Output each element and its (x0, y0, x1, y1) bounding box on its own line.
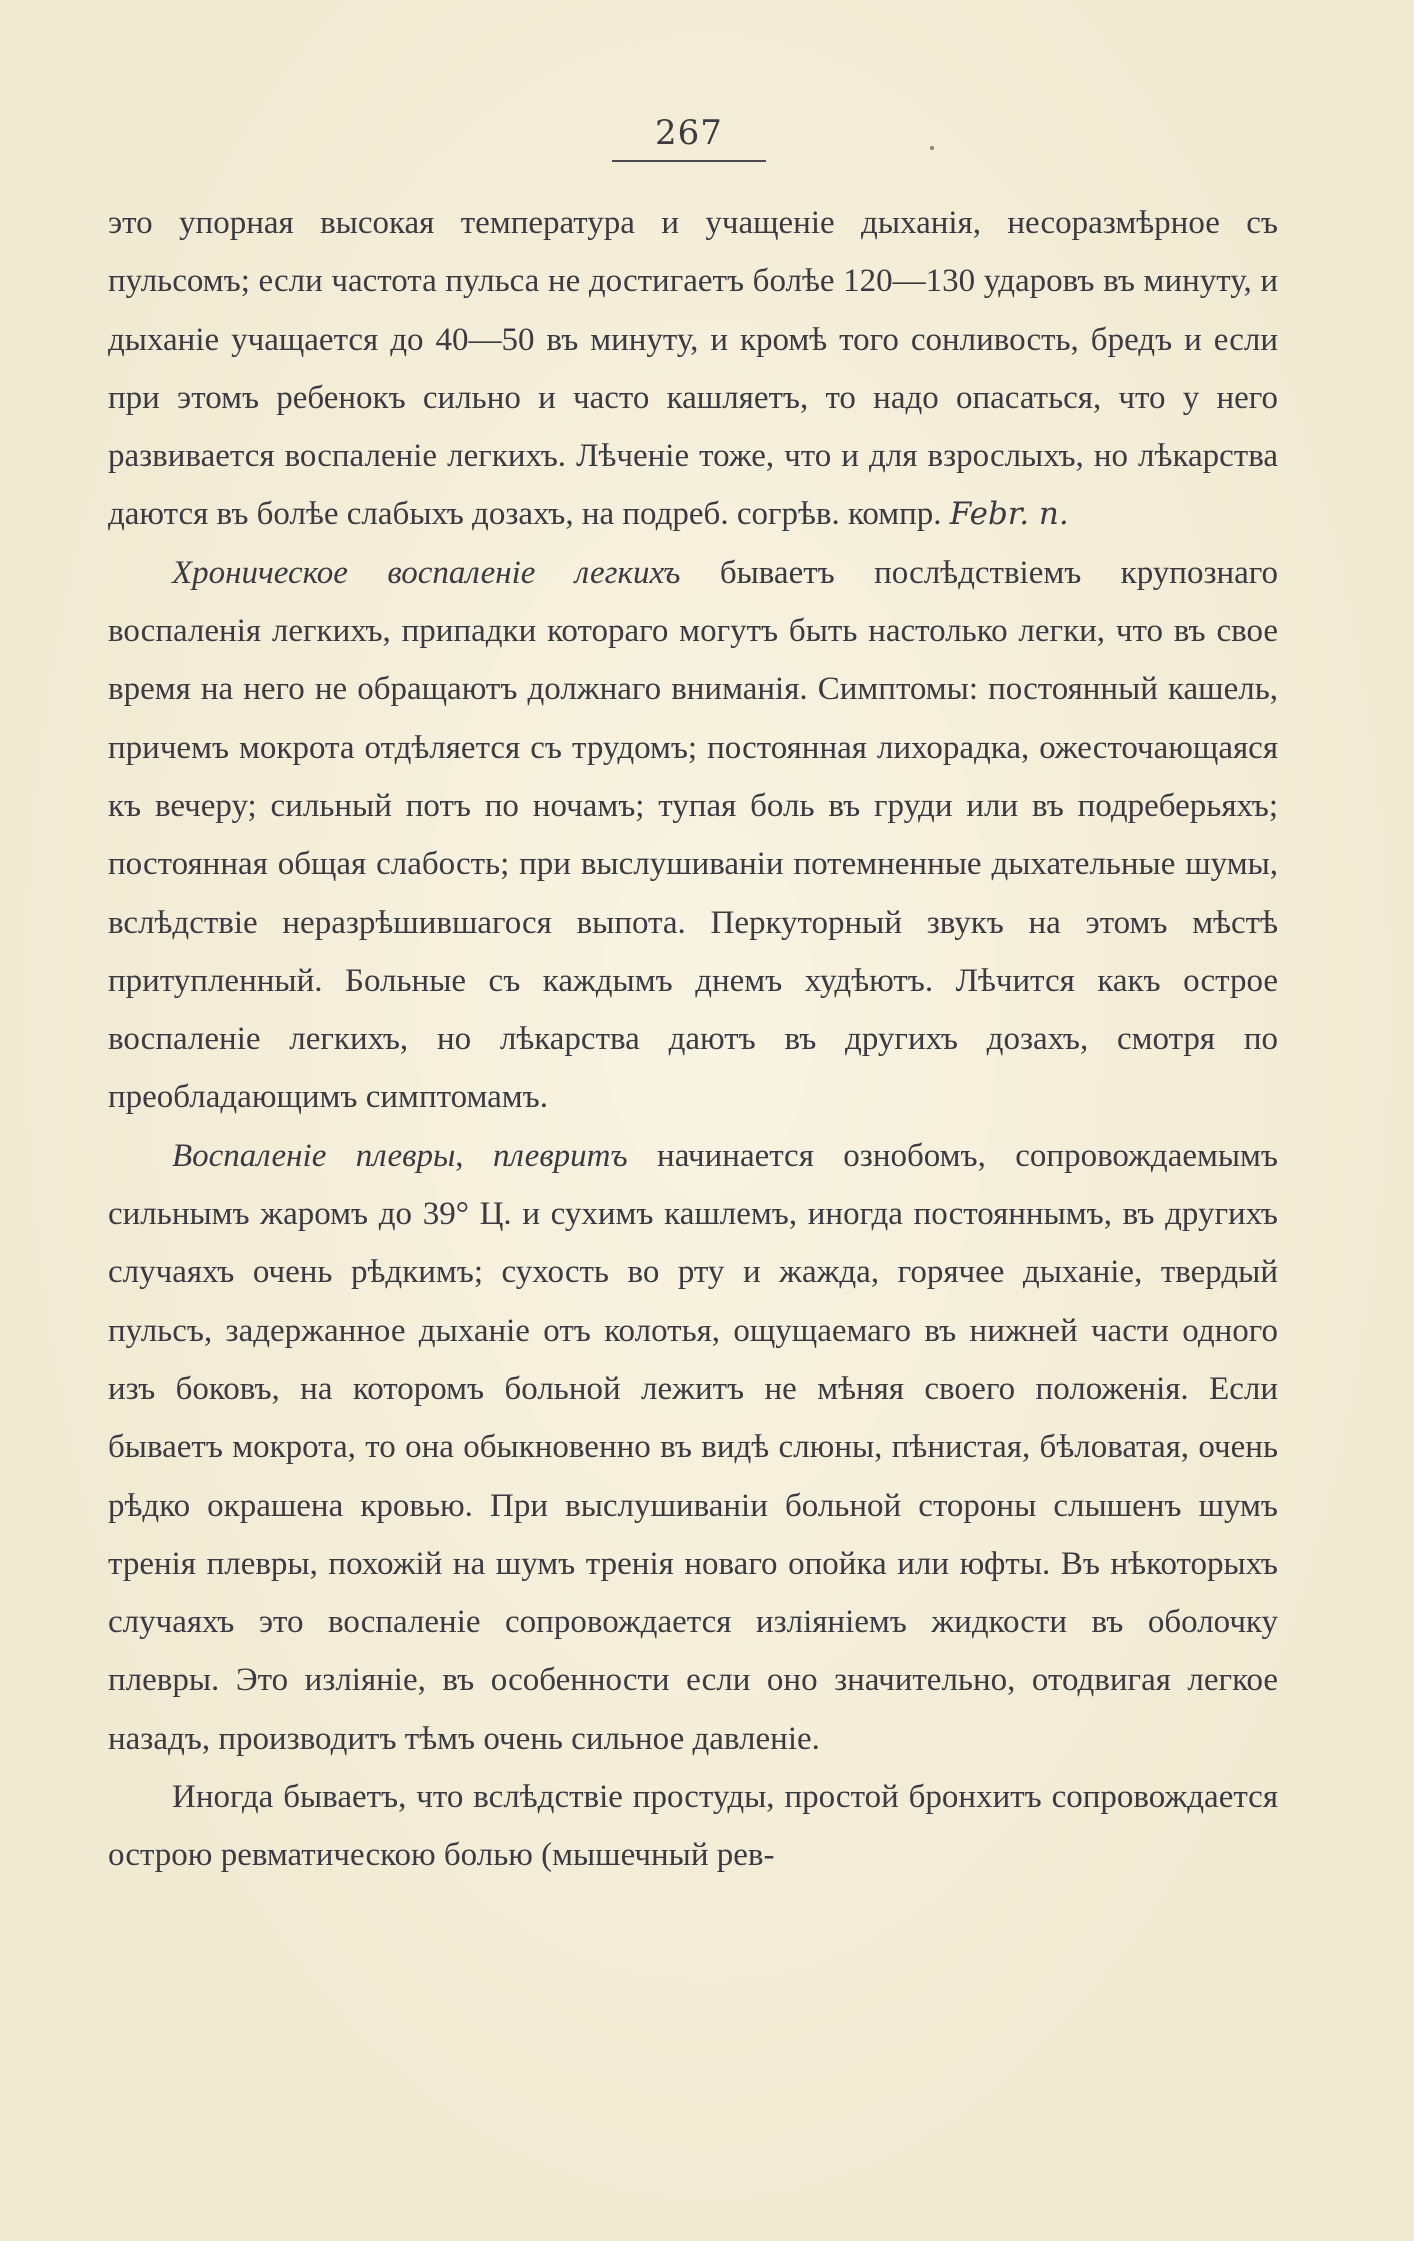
header-rule (612, 160, 766, 162)
page-number: 267 (655, 113, 723, 153)
prescription-abbreviation: Febr. n. (949, 496, 1069, 533)
print-speck (930, 146, 934, 150)
section-heading-pleurisy: Воспаленіе плевры (172, 1137, 456, 1174)
paragraph-pleurisy (108, 1127, 1278, 1768)
paragraph-continuation (108, 194, 1278, 544)
paragraph-text: Иногда бываетъ, что вслѣдствіе простуды, простой бронхитъ сопровождается острою ревматическою болью (мышечный рев- (108, 1779, 1278, 1874)
page-header (612, 112, 766, 162)
paragraph-text: начинается ознобомъ, сопровождаемымъ сильнымъ жаромъ до 39° Ц. и сухимъ кашлемъ, иногда постояннымъ, въ другихъ случаяхъ очень рѣдкимъ; сухость во рту и жажда, горячее дыханіе, твердый пульсъ, задержанное дыханіе отъ колотья, ощущаемаго въ нижней части одного изъ боковъ, на которомъ больной лежитъ не мѣняя своего положенія. Если бываетъ мокрота, то она обыкновенно въ видѣ слюны, пѣнистая, бѣловатая, очень рѣдко окрашена кровью. При выслушиваніи больной стороны слышенъ шумъ тренія плевры, похожій на шумъ тренія новаго опойка или юфты. Въ нѣкоторыхъ случаяхъ это воспаленіе сопровождается изліяніемъ жидкости въ оболочку плевры. Это изліяніе, въ особенности если оно значительно, отодвигая легкое назадъ, производитъ тѣмъ очень сильное давленіе. (108, 1137, 1278, 1757)
paragraph-text: бываетъ послѣдствіемъ крупознаго воспаленія легкихъ, припадки котораго могутъ быть настолько легки, что въ свое время на него не обращаютъ должнаго вниманія. Симптомы: постоянный кашель, причемъ мокрота отдѣляется съ трудомъ; постоянная лихорадка, ожесточающаяся къ вечеру; сильный потъ по ночамъ; тупая боль въ груди или въ подреберьяхъ; постоянная общая слабость; при выслушиваніи потемненные дыхательные шумы, вслѣдствіе неразрѣшившагося выпота. Перкуторный звукъ на этомъ мѣстѣ притупленный. Больные съ каждымъ днемъ худѣютъ. Лѣчится какъ острое воспаленіе легкихъ, но лѣкарства даютъ въ другихъ дозахъ, смотря по преобладающимъ симптомамъ. (108, 554, 1278, 1116)
paragraph-text: это упорная высокая температура и учащеніе дыханія, несоразмѣрное съ пульсомъ; если частота пульса не достигаетъ болѣе 120—130 ударовъ въ минуту, и дыханіе учащается до 40—50 въ минуту, и кромѣ того сонливость, бредъ и если при этомъ ребенокъ сильно и часто кашляетъ, то надо опасаться, что у него развивается воспаленіе легкихъ. Лѣченіе тоже, что и для взрослыхъ, но лѣкарства даются въ болѣе слабыхъ дозахъ, на подреб. согрѣв. компр. (108, 205, 1278, 533)
body-text (108, 194, 1278, 1885)
paragraph-bronchitis-rheumatism (108, 1768, 1278, 1885)
section-heading-pleuritis: плевритъ (492, 1137, 628, 1174)
paragraph-chronic-pneumonia (108, 544, 1278, 1127)
section-heading-chronic-pneumonia: Хроническое воспаленіе легкихъ (172, 554, 681, 591)
heading-separator: , (455, 1137, 493, 1174)
